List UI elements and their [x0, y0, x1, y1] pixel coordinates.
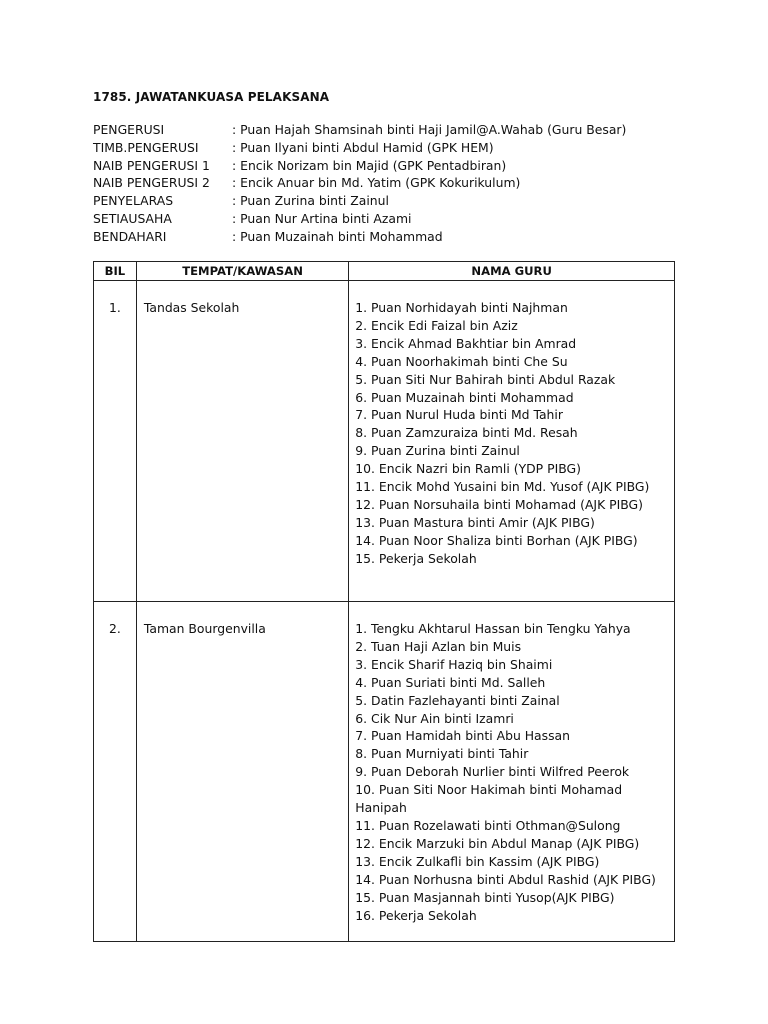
- committee-member: : Puan Nur Artina binti Azami: [232, 210, 412, 226]
- teacher-name: 15. Puan Masjannah binti Yusop(AJK PIBG): [355, 889, 615, 905]
- row-place: Tandas Sekolah: [136, 281, 348, 602]
- teacher-name: 9. Puan Deborah Nurlier binti Wilfred Peerok: [355, 764, 630, 780]
- header-tempat-kawasan: TEMPAT/KAWASAN: [136, 262, 348, 281]
- teacher-name: 1. Puan Norhidayah binti Najhman: [355, 300, 568, 315]
- table-header-row: [94, 262, 675, 281]
- committee-role: PENGERUSI: [93, 122, 165, 137]
- committee-role: NAIB PENGERUSI 2: [93, 175, 210, 191]
- committee-row: [93, 121, 693, 139]
- teacher-name: 11. Puan Rozelawati binti Othman@Sulong: [355, 817, 621, 833]
- header-bil: BIL: [94, 262, 137, 281]
- committee-member: : Puan Zurina binti Zainul: [232, 193, 389, 209]
- committee-member: : Puan Muzainah binti Mohammad: [232, 228, 443, 244]
- row-number: 2.: [94, 602, 137, 942]
- committee-member: : Puan Hajah Shamsinah binti Haji Jamil@A.Wahab (Guru Besar): [232, 122, 627, 137]
- teacher-name: 7. Puan Hamidah binti Abu Hassan: [355, 728, 571, 744]
- committee-row: [93, 192, 693, 210]
- teacher-name: 13. Puan Mastura binti Amir (AJK PIBG): [355, 514, 595, 530]
- teacher-name: 11. Encik Mohd Yusaini bin Md. Yusof (AJK PIBG): [355, 479, 650, 495]
- teacher-name: 16. Pekerja Sekolah: [355, 907, 477, 923]
- teacher-name: 6. Cik Nur Ain binti Izamri: [355, 710, 514, 726]
- header-nama-guru: NAMA GURU: [349, 262, 675, 281]
- teacher-name: 5. Datin Fazlehayanti binti Zainal: [355, 692, 560, 708]
- committee-role: BENDAHARI: [93, 228, 167, 244]
- teacher-name: 4. Puan Suriati binti Md. Salleh: [355, 674, 546, 690]
- teacher-name: 14. Puan Noor Shaliza binti Borhan (AJK PIBG): [355, 532, 638, 548]
- row-number: 1.: [94, 281, 137, 602]
- teacher-name: 12. Puan Norsuhaila binti Mohamad (AJK PIBG): [355, 496, 643, 512]
- table-row: [94, 602, 675, 942]
- teacher-name: 7. Puan Nurul Huda binti Md Tahir: [355, 407, 563, 423]
- teacher-name: 3. Encik Sharif Haziq bin Shaimi: [355, 656, 553, 672]
- committee-role: PENYELARAS: [93, 193, 174, 209]
- teacher-name: 8. Puan Zamzuraiza binti Md. Resah: [355, 425, 578, 441]
- teacher-name: 2. Tuan Haji Azlan bin Muis: [355, 638, 522, 654]
- teacher-name: 4. Puan Noorhakimah binti Che Su: [355, 353, 568, 369]
- committee-member: : Encik Anuar bin Md. Yatim (GPK Kokurikulum): [232, 175, 521, 191]
- teacher-list: [349, 602, 675, 942]
- committee-role: NAIB PENGERUSI 1: [93, 157, 210, 173]
- committee-role: TIMB.PENGERUSI: [93, 139, 199, 155]
- teacher-name: 10. Puan Siti Noor Hakimah binti Mohamad Hanipah: [355, 782, 623, 816]
- teacher-name: 10. Encik Nazri bin Ramli (YDP PIBG): [355, 461, 581, 477]
- teacher-name: 14. Puan Norhusna binti Abdul Rashid (AJK PIBG): [355, 871, 656, 887]
- committee-list: [93, 121, 693, 246]
- duty-table: [93, 261, 675, 942]
- teacher-name: 9. Puan Zurina binti Zainul: [355, 443, 520, 459]
- committee-member: : Encik Norizam bin Majid (GPK Pentadbiran): [232, 157, 507, 173]
- committee-role: SETIAUSAHA: [93, 210, 172, 226]
- committee-row: [93, 228, 693, 246]
- row-place: Taman Bourgenvilla: [136, 602, 348, 942]
- committee-row: [93, 210, 693, 228]
- teacher-name: 8. Puan Murniyati binti Tahir: [355, 746, 529, 762]
- teacher-name: 15. Pekerja Sekolah: [355, 550, 477, 566]
- document-title: 1785. JAWATANKUASA PELAKSANA: [93, 90, 330, 104]
- committee-member: : Puan Ilyani binti Abdul Hamid (GPK HEM): [232, 139, 494, 155]
- committee-row: [93, 139, 693, 157]
- committee-row: [93, 157, 693, 175]
- teacher-name: 1. Tengku Akhtarul Hassan bin Tengku Yahya: [355, 621, 631, 636]
- teacher-name: 12. Encik Marzuki bin Abdul Manap (AJK PIBG): [355, 835, 640, 851]
- teacher-list: [349, 281, 675, 602]
- teacher-name: 13. Encik Zulkafli bin Kassim (AJK PIBG): [355, 853, 600, 869]
- teacher-name: 5. Puan Siti Nur Bahirah binti Abdul Razak: [355, 371, 616, 387]
- committee-row: [93, 174, 693, 192]
- table-row: [94, 281, 675, 602]
- teacher-name: 3. Encik Ahmad Bakhtiar bin Amrad: [355, 335, 577, 351]
- teacher-name: 6. Puan Muzainah binti Mohammad: [355, 389, 574, 405]
- teacher-name: 2. Encik Edi Faizal bin Aziz: [355, 317, 518, 333]
